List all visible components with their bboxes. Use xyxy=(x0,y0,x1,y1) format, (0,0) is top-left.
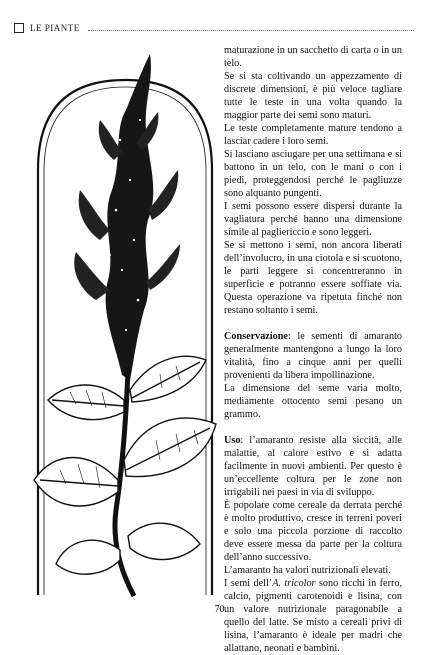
paragraph: Se si mettono i semi, non ancora liberati dell’involucro, in una ciotola e si scuotono, le parti leggere si concentreranno in superficie e potranno essere soffiate via. Questa operazione va ripetuta finché non restano soltanto i semi. xyxy=(224,240,402,316)
paragraph-uso xyxy=(224,434,402,499)
paragraph: È popolare come cereale da derrata perché è molto produttivo, cresce in terreni poveri e solo una piccola porzione di raccolto deve essere messa da parte per la coltura dell’anno successivo. xyxy=(224,500,402,563)
paragraph: La dimensione del seme varia molto, mediamente ottocento semi pesano un grammo. xyxy=(224,383,402,420)
paragraph: Se si sta coltivando un appezzamento di discrete dimensioni, è più veloce tagliare tutte le teste in una volta quando la maggior parte dei semi sono maturi. xyxy=(224,71,402,121)
paragraph xyxy=(224,577,402,655)
leaf-bottom-right xyxy=(128,523,200,559)
running-header xyxy=(14,22,414,36)
section-title: LE PIANTE xyxy=(30,23,80,33)
text-column xyxy=(224,44,402,655)
paragraph: Si lasciano asciugare per una settimana e si battono in un telo, con le mani o con i piedi, proteggendosi perché le pagliuzze sono alquanto pungenti. xyxy=(224,149,402,199)
paragraph: maturazione in un sacchetto di carta o in un telo. xyxy=(224,45,402,69)
uso-heading: Uso xyxy=(224,435,241,446)
p10-start: I semi dell’ xyxy=(224,578,273,589)
uso-text: : l’amaranto resiste alla siccità, alle malattie, al calore estivo e si adatta facilmente in nuovi ambienti. Per questo è un’eccellente coltura per le zone non irrigabili nei paesi in via di sviluppo. xyxy=(224,435,402,498)
paragraph: L’amaranto ha valori nutrizionali elevati. xyxy=(224,565,391,576)
conservazione-text: : le sementi di amaranto generalmente mantengono a lungo la loro vitalità, fino a cinque anni per quelli provenienti da libera impollinazione. xyxy=(224,331,402,381)
flower-spike xyxy=(106,54,154,380)
conservazione-heading: Conservazione xyxy=(224,331,288,342)
header-dotted-rule xyxy=(88,30,414,31)
amaranth-illustration xyxy=(30,40,220,600)
leaf-left-lower xyxy=(34,458,118,506)
page-number: 70 xyxy=(214,604,225,615)
species-name: A. tricolor xyxy=(272,578,316,589)
paragraph-conservazione xyxy=(224,330,402,382)
header-square-icon xyxy=(14,23,24,33)
paragraph: Le teste completamente mature tendono a lasciar cadere i loro semi. xyxy=(224,123,402,147)
leaf-bottom-left xyxy=(56,540,120,574)
paragraph: I semi possono essere dispersi durante la vagliatura perché hanno una dimensione simile al pagliericcio e sono leggeri. xyxy=(224,201,402,238)
p10-end: sono ricchi in ferro, calcio, pigmenti carotenoidi e lisina, con un valore nutrizionale paragonabile a quello del latte. Se misto a cereali privi di lisina, l’amaranto è ideale per madri che allattano, neonati e bambini. xyxy=(224,578,402,654)
